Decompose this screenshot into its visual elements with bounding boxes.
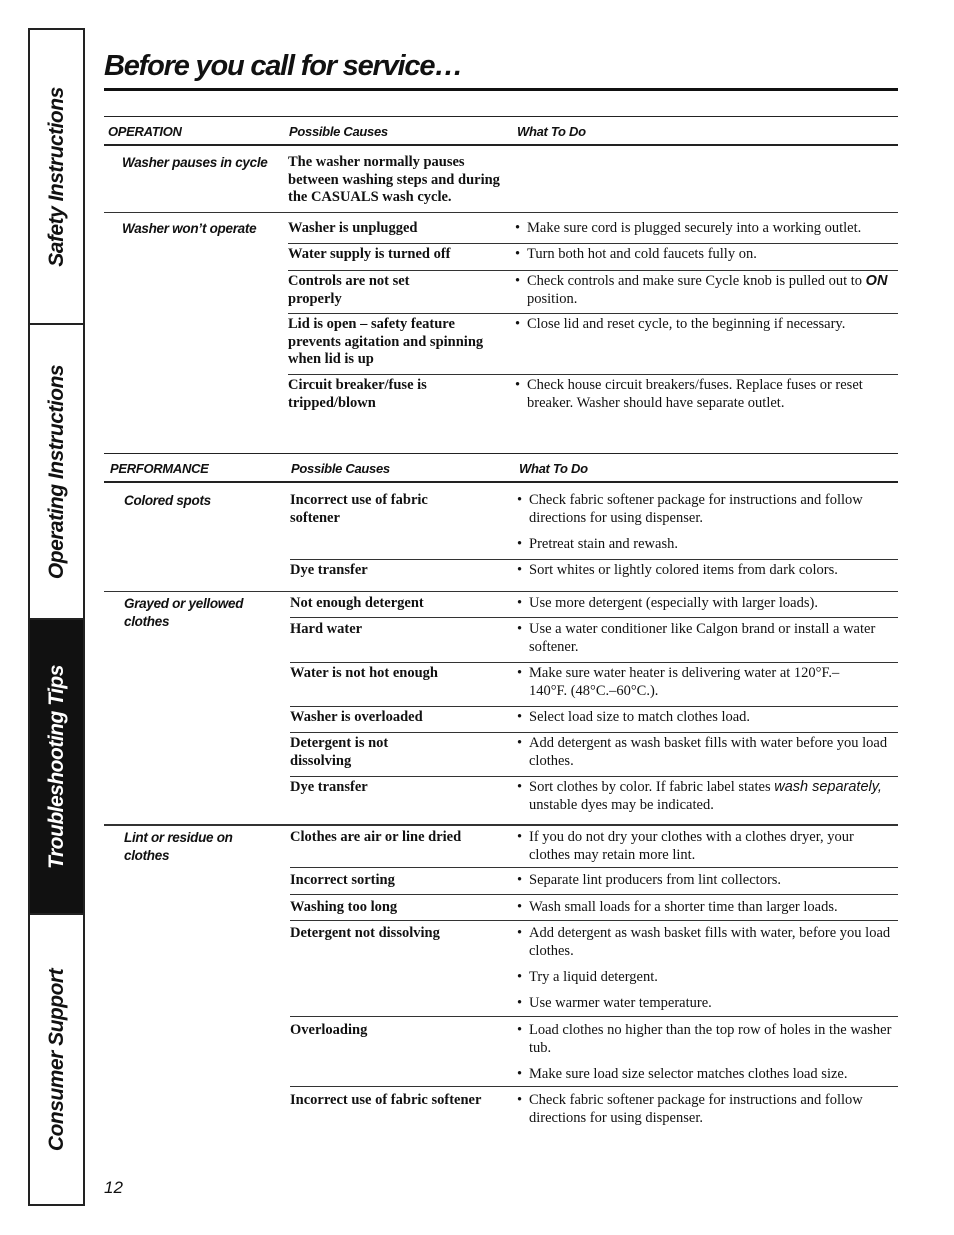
todo: • Add detergent as wash basket fills with water, before you load clothes. [517,925,891,959]
cause: Incorrect sorting [290,872,395,888]
cause: Lid is open – safety feature prevents agitation and spinning when lid is up [288,316,484,367]
todo: • If you do not dry your clothes with a clothes dryer, your clothes may retain more lint. [517,829,854,863]
todo: • Make sure load size selector matches clothes load size. [517,1066,848,1082]
tab-consumer-support[interactable]: Consumer Support [44,968,68,1151]
cause: Incorrect use of fabric softener [290,492,428,526]
header-performance: PERFORMANCE [110,461,209,476]
todo: • Select load size to match clothes load. [517,709,751,725]
title-rule [104,88,898,91]
todo: • Separate lint producers from lint collectors. [517,872,782,888]
todo: • Check fabric softener package for instructions and follow directions for using dispenser. [517,1092,863,1126]
header-operation: OPERATION [108,124,182,139]
cause: Water supply is turned off [288,246,451,262]
row-divider [288,270,898,271]
todo: • Check controls and make sure Cycle knob is pulled out to ON position. [515,273,888,307]
row-divider [290,1016,898,1017]
cause: Controls are not set properly [288,273,410,307]
cause: Overloading [290,1022,368,1038]
row-divider [290,617,898,618]
cause: Dye transfer [290,779,368,795]
todo: • Use warmer water temperature. [517,995,712,1011]
todo: • Use a water conditioner like Calgon brand or install a water softener. [517,621,876,655]
page-title: Before you call for service… [104,50,463,82]
problem-lint-residue: Lint or residue on clothes [124,830,233,863]
cause: Detergent is not dissolving [290,735,389,769]
cause: Water is not hot enough [290,665,438,681]
row-divider [104,824,898,826]
header-possible-causes: Possible Causes [289,124,388,139]
cause: Hard water [290,621,363,637]
row-divider [290,867,898,868]
cause: Not enough detergent [290,595,424,611]
header-what-to-do: What To Do [517,124,586,139]
todo: • Load clothes no higher than the top row of holes in the washer tub. [517,1022,892,1056]
row-divider [290,559,898,560]
cause: The washer normally pauses between washing steps and during the CASUALS wash cycle. [288,154,500,205]
side-tabs [28,28,83,1206]
row-divider [290,894,898,895]
cause: Clothes are air or line dried [290,829,462,845]
todo: • Wash small loads for a shorter time than larger loads. [517,899,838,915]
todo: • Make sure water heater is delivering water at 120°F.–140°F. (48°C.–60°C.). [517,665,840,699]
row-divider [290,920,898,921]
header-what-to-do: What To Do [519,461,588,476]
todo: • Use more detergent (especially with larger loads). [517,595,818,611]
todo: • Check house circuit breakers/fuses. Replace fuses or reset breaker. Washer should have separate outlet. [515,377,863,411]
page-number: 12 [104,1178,123,1197]
tab-operating-instructions[interactable]: Operating Instructions [30,325,83,620]
todo: • Check fabric softener package for instructions and follow directions for using dispenser. [517,492,863,526]
header-possible-causes: Possible Causes [291,461,390,476]
tab-troubleshooting-tips[interactable]: Troubleshooting Tips [30,620,83,915]
todo: • Close lid and reset cycle, to the beginning if necessary. [515,316,846,332]
row-divider [290,662,898,663]
problem-washer-pauses: Washer pauses in cycle [122,155,268,170]
cause: Incorrect use of fabric softener [290,1092,482,1108]
todo: • Sort whites or lightly colored items from dark colors. [517,562,838,578]
todo: • Make sure cord is plugged securely into a working outlet. [515,220,862,236]
problem-grayed-clothes: Grayed or yellowed clothes [124,596,244,629]
row-divider [290,776,898,777]
row-divider [290,1086,898,1087]
cause: Washer is overloaded [290,709,423,725]
cause: Dye transfer [290,562,368,578]
tab-safety-instructions[interactable]: Safety Instructions [30,30,83,325]
row-divider [290,732,898,733]
row-divider [290,706,898,707]
row-divider [288,243,898,244]
cause: Detergent not dissolving [290,925,440,941]
cause: Washer is unplugged [288,220,418,236]
cause: Washing too long [290,899,398,915]
todo: • Turn both hot and cold faucets fully on. [515,246,757,262]
todo: • Sort clothes by color. If fabric label states wash separately, unstable dyes may be indicated. [517,779,882,813]
row-divider [288,374,898,375]
row-divider [104,212,898,213]
cause: Circuit breaker/fuse is tripped/blown [288,377,427,411]
todo: • Pretreat stain and rewash. [517,536,678,552]
row-divider [104,591,898,592]
problem-washer-wont-operate: Washer won’t operate [122,221,257,236]
performance-header [104,453,898,483]
operation-header [104,116,898,146]
todo: • Try a liquid detergent. [517,969,658,985]
row-divider [288,313,898,314]
todo: • Add detergent as wash basket fills with water before you load clothes. [517,735,888,769]
problem-colored-spots: Colored spots [124,493,211,508]
